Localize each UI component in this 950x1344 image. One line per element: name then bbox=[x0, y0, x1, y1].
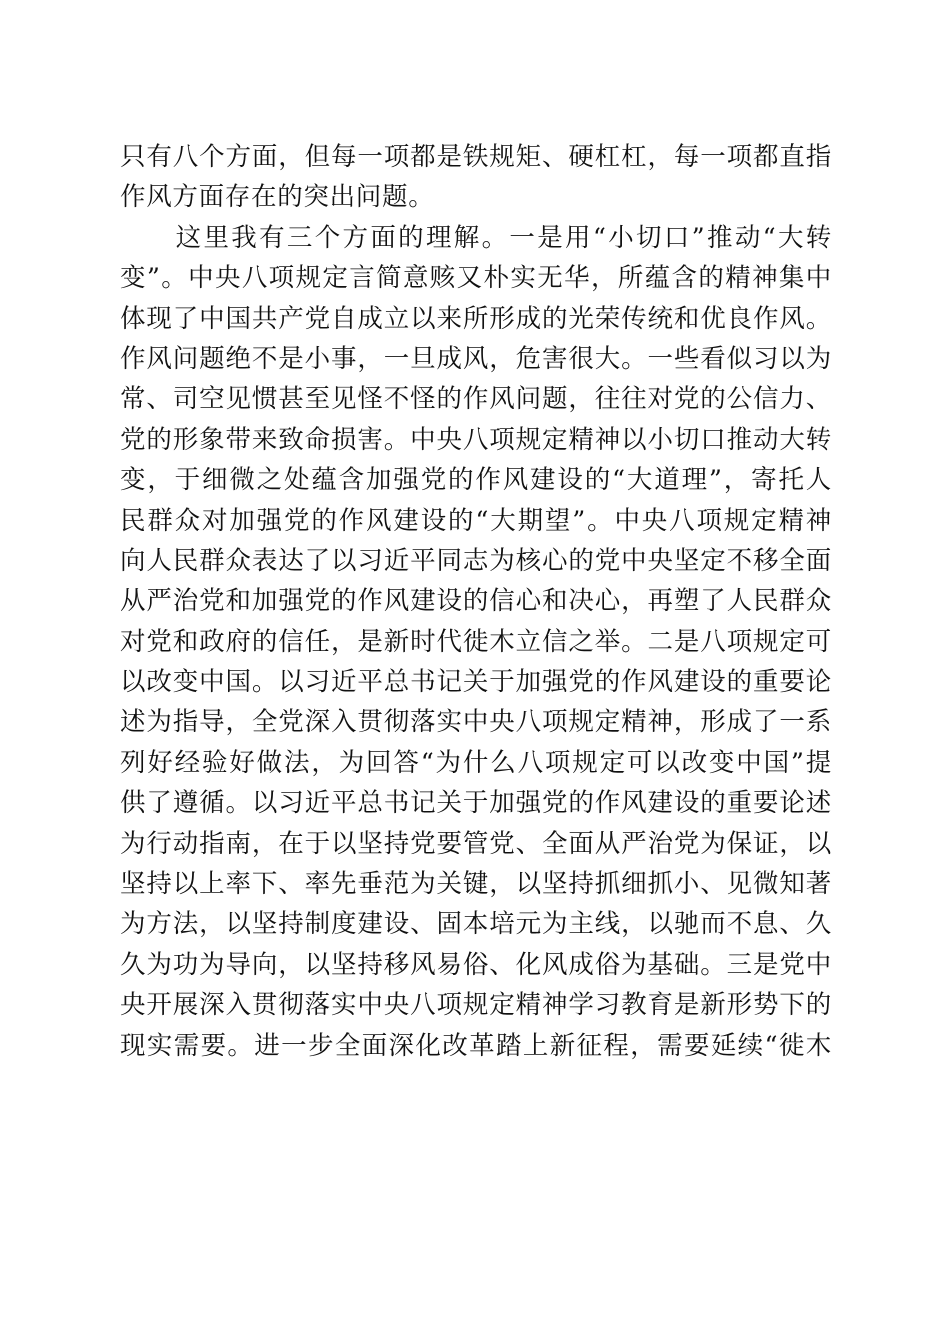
text-line: 只有八个方面，但每一项都是铁规矩、硬杠杠，每一项都直指 bbox=[120, 142, 832, 172]
text-line: 现实需要。进一步全面深化改革踏上新征程，需要延续“徙木 bbox=[120, 1030, 832, 1061]
text-line: 从严治党和加强党的作风建设的信心和决心，再塑了人民群众 bbox=[120, 586, 832, 617]
text-line: 党的形象带来致命损害。中央八项规定精神以小切口推动大转 bbox=[120, 424, 832, 455]
text-line: 作风方面存在的突出问题。 bbox=[120, 182, 435, 213]
text-line: 列好经验好做法，为回答“为什么八项规定可以改变中国”提 bbox=[120, 747, 832, 778]
text-line: 变，于细微之处蕴含加强党的作风建设的“大道理”，寄托人 bbox=[120, 465, 832, 496]
text-line: 为行动指南，在于以坚持党要管党、全面从严治党为保证，以 bbox=[120, 828, 832, 859]
text-line: 向人民群众表达了以习近平同志为核心的党中央坚定不移全面 bbox=[120, 545, 832, 576]
text-line: 作风问题绝不是小事，一旦成风，危害很大。一些看似习以为 bbox=[120, 343, 832, 374]
text-line: 述为指导，全党深入贯彻落实中央八项规定精神，形成了一系 bbox=[120, 707, 832, 738]
text-line: 这里我有三个方面的理解。一是用“小切口”推动“大转 bbox=[120, 222, 832, 253]
text-line: 久为功为导向，以坚持移风易俗、化风成俗为基础。三是党中 bbox=[120, 949, 832, 980]
text-line: 常、司空见惯甚至见怪不怪的作风问题，往往对党的公信力、 bbox=[120, 384, 832, 415]
text-line: 供了遵循。以习近平总书记关于加强党的作风建设的重要论述 bbox=[120, 788, 832, 819]
text-line: 以改变中国。以习近平总书记关于加强党的作风建设的重要论 bbox=[120, 667, 832, 698]
text-line: 坚持以上率下、率先垂范为关键，以坚持抓细抓小、见微知著 bbox=[120, 869, 832, 900]
text-line: 变”。中央八项规定言简意赅又朴实无华，所蕴含的精神集中 bbox=[120, 263, 832, 294]
text-line: 为方法，以坚持制度建设、固本培元为主线，以驰而不息、久 bbox=[120, 909, 832, 940]
text-line: 体现了中国共产党自成立以来所形成的光荣传统和优良作风。 bbox=[120, 303, 832, 334]
text-line: 民群众对加强党的作风建设的“大期望”。中央八项规定精神 bbox=[120, 505, 832, 536]
text-line: 央开展深入贯彻落实中央八项规定精神学习教育是新形势下的 bbox=[120, 990, 832, 1021]
text-line: 对党和政府的信任，是新时代徙木立信之举。二是八项规定可 bbox=[120, 626, 832, 657]
body-text bbox=[120, 137, 832, 1066]
